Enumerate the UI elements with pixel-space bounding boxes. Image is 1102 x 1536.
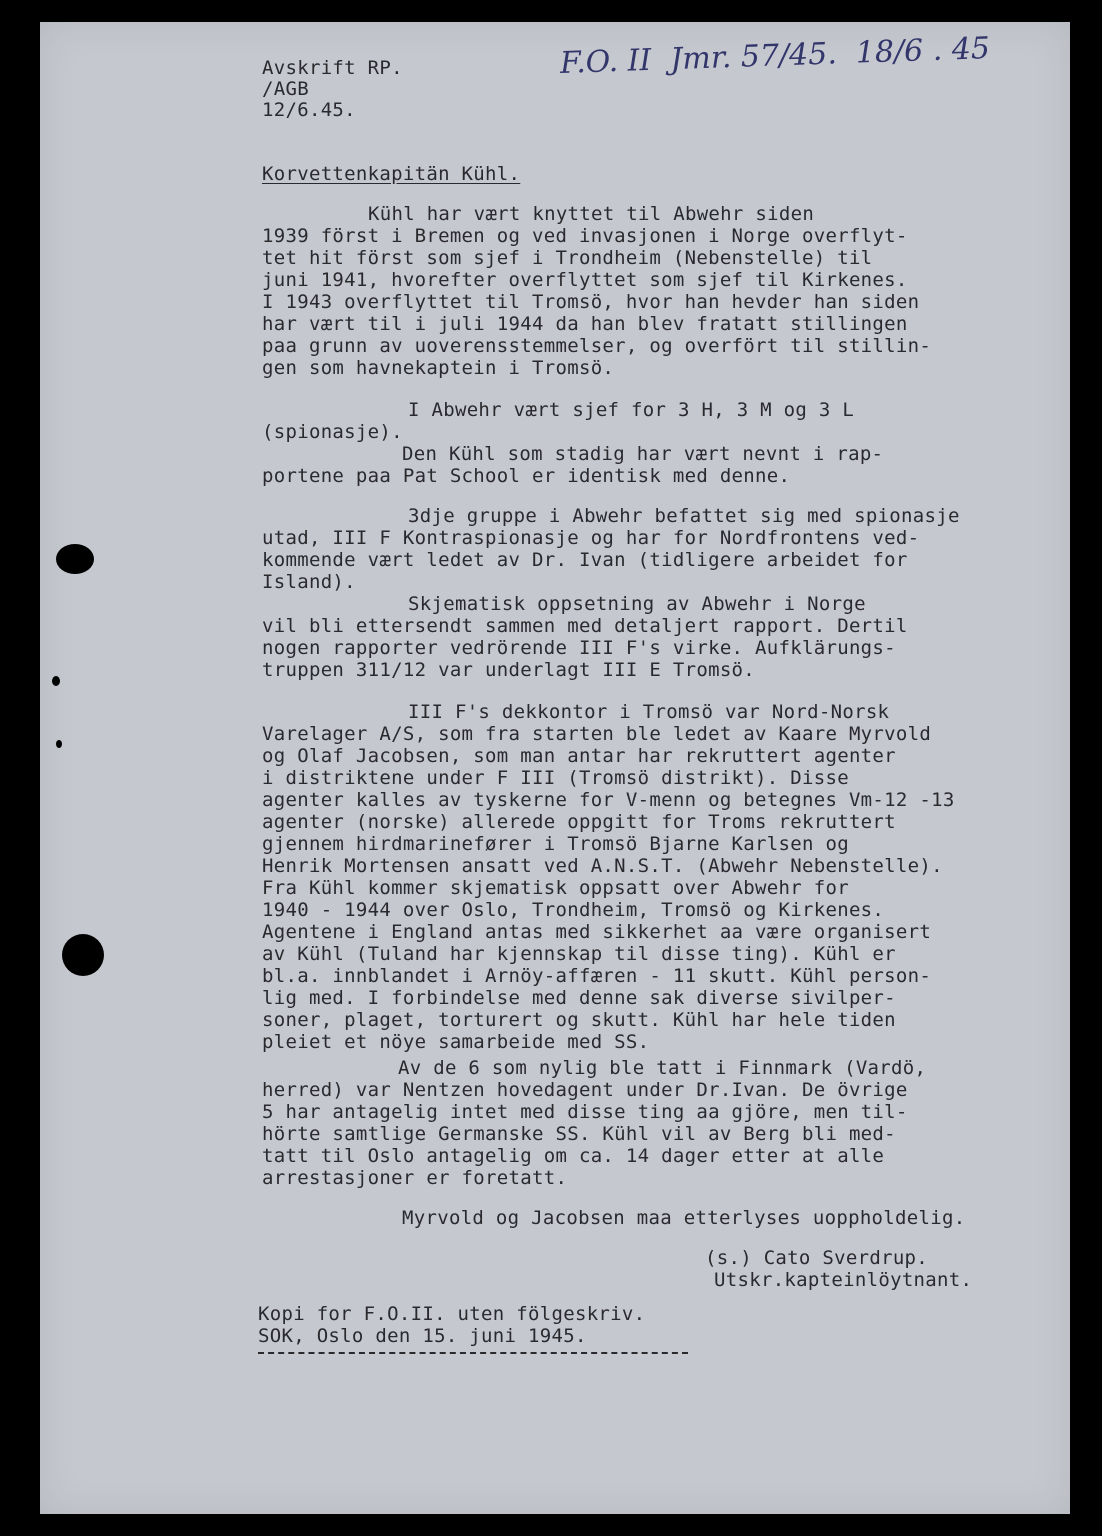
paragraph-4-line-16: pleiet et nöye samarbeide med SS. (262, 1031, 650, 1053)
paragraph-2-line-4: portene paa Pat School er identisk med denne. (262, 465, 791, 487)
paragraph-3-line-4: Island). (262, 571, 356, 593)
paragraph-4-line-10: 1940 - 1944 over Oslo, Trondheim, Tromsö og Kirkenes. (262, 899, 885, 921)
paragraph-4-line-7: gjennem hirdmarinefører i Tromsö Bjarne Karlsen og (262, 833, 849, 855)
paragraph-5-line-1: Av de 6 som nylig ble tatt i Finnmark (Vardö, (398, 1057, 927, 1079)
paragraph-4-line-3: og Olaf Jacobsen, som man antar har rekruttert agenter (262, 745, 896, 767)
paragraph-4-line-12: av Kühl (Tuland har kjennskap til disse ting). Kühl er (262, 943, 896, 965)
paragraph-1-line-5: I 1943 overflyttet til Tromsö, hvor han hevder han siden (262, 291, 920, 313)
footer-line-2: SOK, Oslo den 15. juni 1945. (258, 1325, 587, 1347)
footer-line-1: Kopi for F.O.II. uten fölgeskriv. (258, 1303, 646, 1325)
paragraph-5-line-5: tatt til Oslo antagelig om ca. 14 dager etter at alle (262, 1145, 885, 1167)
paragraph-3-line-1: 3dje gruppe i Abwehr befattet sig med spionasje (408, 505, 960, 527)
paragraph-5-line-2: herred) var Nentzen hovedagent under Dr.Ivan. De övrige (262, 1079, 908, 1101)
paragraph-2-line-3: Den Kühl som stadig har vært nevnt i rap- (402, 443, 884, 465)
punch-hole-top (56, 544, 94, 574)
header-line-1: Avskrift RP. (262, 57, 403, 79)
paragraph-4-line-13: bl.a. innblandet i Arnöy-affæren - 11 skutt. Kühl person- (262, 965, 932, 987)
paragraph-4-line-2: Varelager A/S, som fra starten ble ledet av Kaare Myrvold (262, 723, 932, 745)
page-title: Korvettenkapitän Kühl. (262, 163, 521, 185)
paragraph-1-line-3: tet hit först som sjef i Trondheim (Nebenstelle) til (262, 247, 873, 269)
paragraph-4-line-8: Henrik Mortensen ansatt ved A.N.S.T. (Abwehr Nebenstelle). (262, 855, 943, 877)
signature-line-1: (s.) Cato Sverdrup. (705, 1247, 929, 1269)
paragraph-5-line-6: arrestasjoner er foretatt. (262, 1167, 568, 1189)
paragraph-3-line-8: truppen 311/12 var underlagt III E Tromsö. (262, 659, 756, 681)
paragraph-1-line-7: paa grunn av uoverensstemmelser, og overfört til stillin- (262, 335, 932, 357)
header-line-2: /AGB (262, 78, 309, 100)
paragraph-3-line-6: vil bli ettersendt sammen med detaljert rapport. Dertil (262, 615, 908, 637)
punch-hole-bottom (62, 934, 104, 976)
paragraph-4-line-1: III F's dekkontor i Tromsö var Nord-Norsk (408, 701, 890, 723)
paragraph-4-line-6: agenter (norske) allerede oppgitt for Troms rekruttert (262, 811, 896, 833)
paragraph-3-line-2: utad, III F Kontraspionasje og har for Nordfrontens ved- (262, 527, 920, 549)
paragraph-6-line-1: Myrvold og Jacobsen maa etterlyses uoppholdelig. (402, 1207, 966, 1229)
paragraph-4-line-4: i distriktene under F III (Tromsö distrikt). Disse (262, 767, 849, 789)
paragraph-3-line-3: kommende vært ledet av Dr. Ivan (tidligere arbeidet for (262, 549, 908, 571)
footer-rule (258, 1352, 688, 1354)
handwritten-reference: F.O. II Jmr. 57/45. 18/6 . 45 (559, 30, 991, 81)
paragraph-1-line-1: Kühl har vært knyttet til Abwehr siden (368, 203, 815, 225)
paragraph-4-line-15: soner, plaget, torturert og skutt. Kühl har hele tiden (262, 1009, 896, 1031)
paragraph-1-line-8: gen som havnekaptein i Tromsö. (262, 357, 615, 379)
punch-mark-small (52, 676, 60, 686)
paragraph-1-line-6: har vært til i juli 1944 da han blev fratatt stillingen (262, 313, 908, 335)
paragraph-3-line-7: nogen rapporter vedrörende III F's virke. Aufklärungs- (262, 637, 896, 659)
paragraph-4-line-14: lig med. I forbindelse med denne sak diverse sivilper- (262, 987, 896, 1009)
paragraph-2-line-1: I Abwehr vært sjef for 3 H, 3 M og 3 L (408, 399, 855, 421)
paragraph-4-line-11: Agentene i England antas med sikkerhet aa være organisert (262, 921, 932, 943)
paragraph-2-line-2: (spionasje). (262, 421, 403, 443)
paragraph-1-line-4: juni 1941, hvorefter overflyttet som sjef til Kirkenes. (262, 269, 908, 291)
punch-mark-small-2 (56, 740, 62, 748)
paragraph-4-line-5: agenter kalles av tyskerne for V-menn og betegnes Vm-12 -13 (262, 789, 955, 811)
paragraph-5-line-3: 5 har antagelig intet med disse ting aa gjöre, men til- (262, 1101, 908, 1123)
paragraph-5-line-4: hörte samtlige Germanske SS. Kühl vil av Berg bli med- (262, 1123, 896, 1145)
paragraph-3-line-5: Skjematisk oppsetning av Abwehr i Norge (408, 593, 866, 615)
paragraph-4-line-9: Fra Kühl kommer skjematisk oppsatt over Abwehr for (262, 877, 849, 899)
signature-line-2: Utskr.kapteinlöytnant. (714, 1269, 973, 1291)
header-line-3: 12/6.45. (262, 99, 356, 121)
paragraph-1-line-2: 1939 först i Bremen og ved invasjonen i Norge overflyt- (262, 225, 908, 247)
